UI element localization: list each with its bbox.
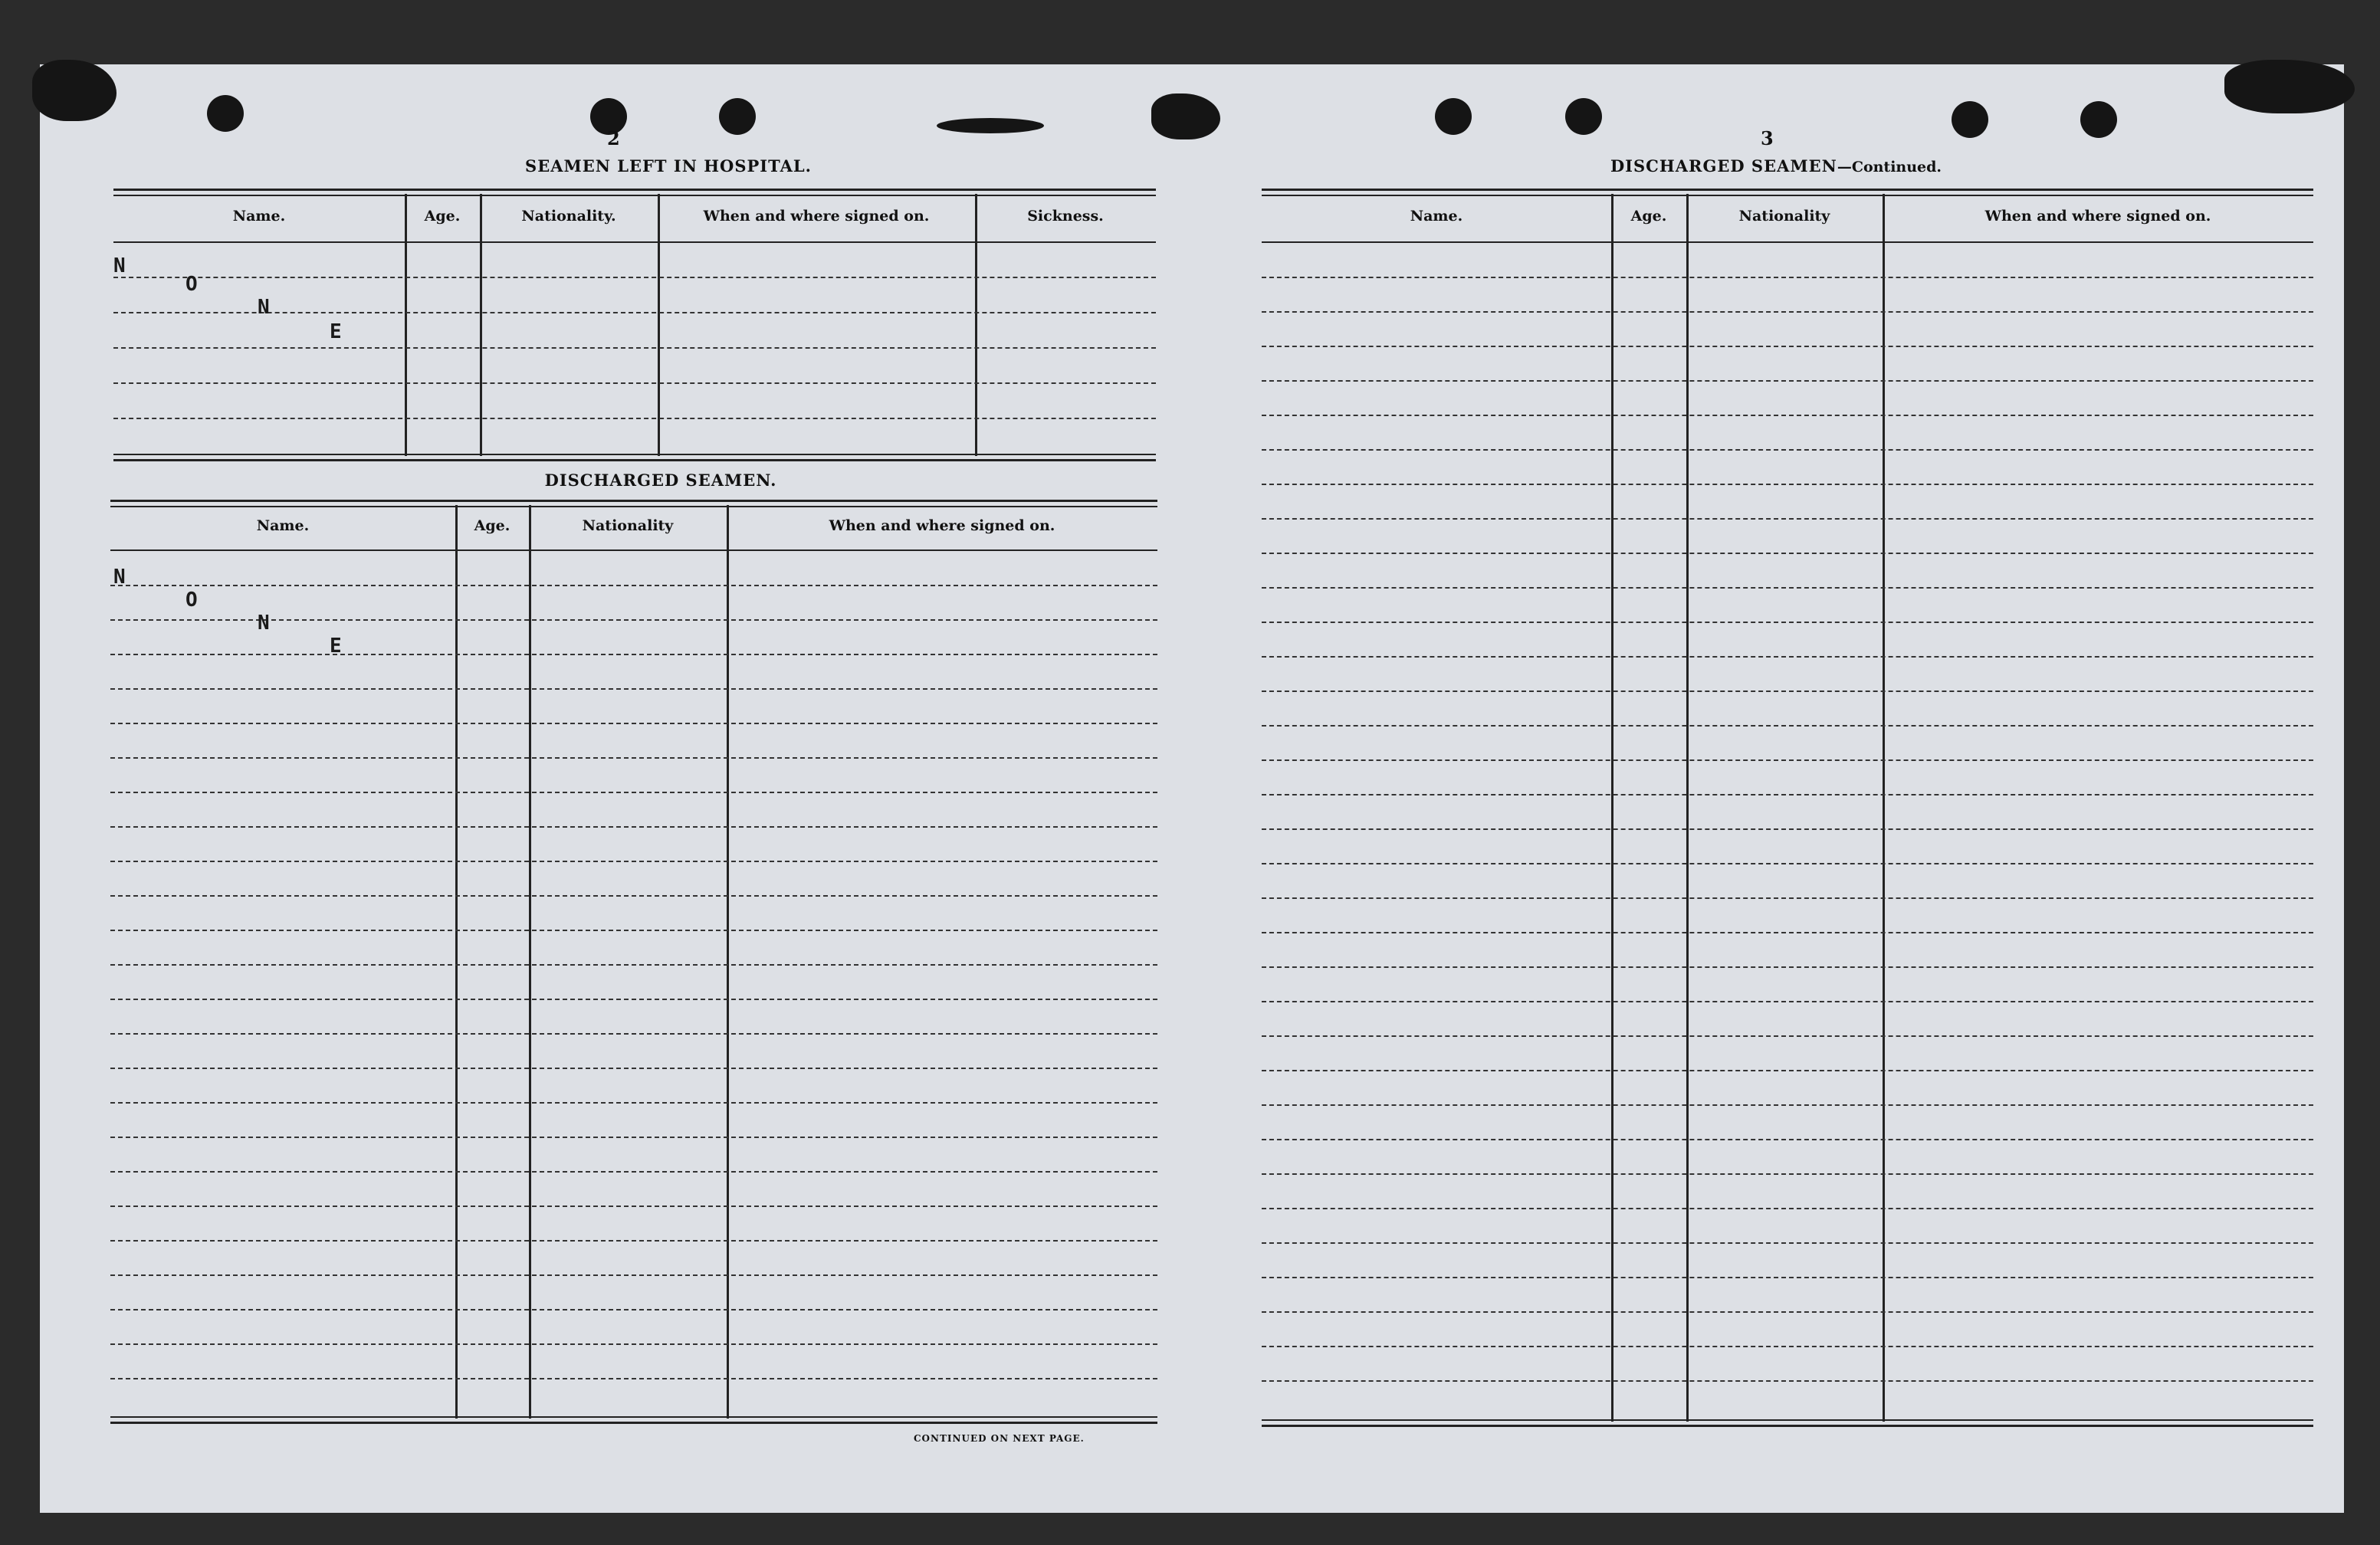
punch-hole <box>1435 98 1472 135</box>
page-number-left: 2 <box>607 127 620 149</box>
column-header-name: Name. <box>256 517 310 534</box>
typed-letter: N <box>113 566 126 589</box>
discharged-continued-table <box>1262 189 2313 1427</box>
typed-letter: N <box>113 254 126 277</box>
form-sheet <box>40 64 2344 1513</box>
punch-hole <box>719 98 756 135</box>
title-continued: —Continued. <box>1837 159 1942 175</box>
discharged-section-title: DISCHARGED SEAMEN. <box>544 471 777 490</box>
column-header-nationality: Nationality <box>1738 208 1830 225</box>
page-number-right: 3 <box>1761 127 1774 149</box>
typed-letter: N <box>258 612 270 635</box>
punch-hole <box>2080 101 2117 138</box>
paper-tear <box>32 60 117 121</box>
discharged-table <box>110 500 1157 1424</box>
paper-tear <box>937 118 1044 133</box>
column-header-name: Name. <box>1410 208 1463 225</box>
column-header-signed-on: When and where signed on. <box>1984 208 2211 225</box>
column-header-signed-on: When and where signed on. <box>703 208 930 225</box>
typed-letter: O <box>185 589 198 612</box>
column-header-age: Age. <box>1630 208 1667 225</box>
punch-hole <box>1952 101 1988 138</box>
discharged-continued-title <box>1596 156 1956 175</box>
typed-letter: O <box>185 273 198 296</box>
column-header-sickness: Sickness. <box>1027 208 1104 225</box>
column-header-name: Name. <box>232 208 286 225</box>
typed-letter: E <box>330 635 342 658</box>
column-header-nationality: Nationality. <box>521 208 616 225</box>
punch-hole <box>1565 98 1602 135</box>
column-header-nationality: Nationality <box>582 517 674 534</box>
paper-tear <box>2224 60 2355 113</box>
column-header-age: Age. <box>474 517 510 534</box>
column-header-age: Age. <box>424 208 461 225</box>
typed-letter: E <box>330 320 342 343</box>
paper-tear <box>1151 93 1220 139</box>
continued-note: CONTINUED ON NEXT PAGE. <box>914 1433 1085 1444</box>
punch-hole <box>207 95 244 132</box>
hospital-section-title: SEAMEN LEFT IN HOSPITAL. <box>525 156 812 175</box>
column-header-signed-on: When and where signed on. <box>829 517 1055 534</box>
typed-letter: N <box>258 296 270 319</box>
title-main: DISCHARGED SEAMEN <box>1610 156 1837 175</box>
hospital-table <box>113 189 1156 461</box>
